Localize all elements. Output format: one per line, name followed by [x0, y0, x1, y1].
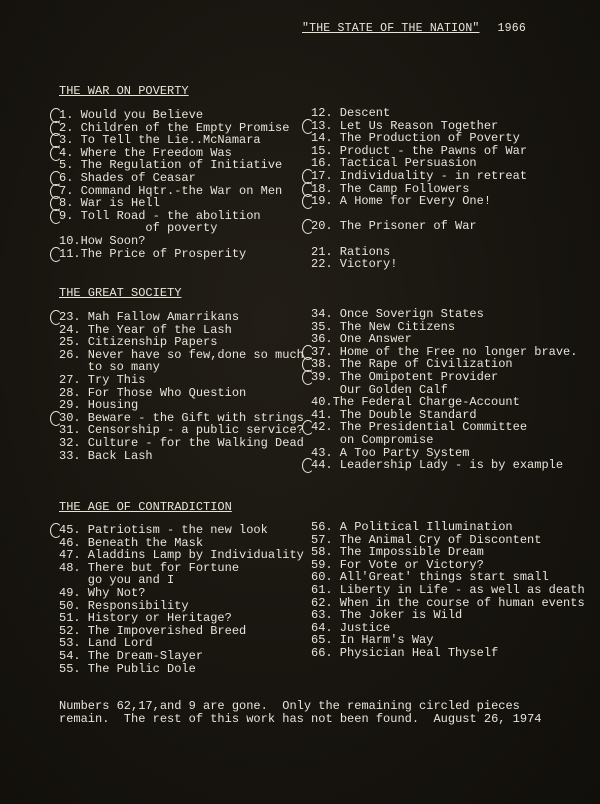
list-item-text: 42. The Presidential Committee — [311, 420, 528, 435]
section-title-great-society: THE GREAT SOCIETY — [59, 286, 182, 300]
list-item-text: 5. The Regulation of Initiative — [59, 158, 283, 173]
list-item-text: 37. Home of the Free no longer brave. — [311, 344, 578, 359]
list-item-continuation: go you and I — [59, 573, 175, 588]
list-item — [59, 450, 304, 463]
list-item-text: 44. Leadership Lady - is by example — [311, 458, 564, 473]
list-item-text: 9. Toll Road - the abolition — [59, 208, 261, 223]
list-item-text: 60. All'Great' things start small — [311, 570, 549, 585]
list-item-continuation: on Compromise — [311, 432, 434, 447]
list-item-continuation: to so many — [59, 360, 160, 375]
list-item-text: 47. Aladdins Lamp by Individuality — [59, 548, 304, 563]
list-item-text: 25. Citizenship Papers — [59, 335, 218, 350]
list-item-text: 11.The Price of Prosperity — [59, 246, 247, 261]
footer-line-1: Numbers 62,17,and 9 are gone. Only the remaining circled pieces — [59, 699, 520, 713]
document-header — [302, 22, 526, 35]
list-item-text: 12. Descent — [311, 106, 391, 120]
list-item-continuation: of poverty — [59, 221, 218, 236]
list-item-text: 50. Responsibility — [59, 598, 189, 613]
section-title-war-on-poverty: THE WAR ON POVERTY — [59, 84, 189, 98]
section-age-of-contradiction-right-list — [311, 521, 585, 660]
list-item-text: 41. The Double Standard — [311, 407, 477, 422]
list-item-text: 20. The Prisoner of War — [311, 219, 477, 234]
list-item-text: 23. Mah Fallow Amarrikans — [59, 310, 240, 324]
list-item-text: 54. The Dream-Slayer — [59, 648, 204, 663]
list-item-text: 31. Censorship - a public service? — [59, 423, 304, 438]
list-item-text: 59. For Vote or Victory? — [311, 557, 484, 572]
list-item-text: 39. The Omipotent Provider — [311, 369, 499, 384]
section-age-of-contradiction-left-list — [59, 524, 304, 675]
list-item — [311, 258, 527, 271]
footer-note — [59, 700, 541, 726]
list-item-text: 10.How Soon? — [59, 233, 146, 248]
document-title: "THE STATE OF THE NATION" — [302, 22, 480, 35]
list-item-text: 27. Try This — [59, 372, 146, 387]
list-item-text: 36. One Answer — [311, 332, 412, 347]
list-item — [59, 663, 304, 676]
section-great-society-right-list — [311, 308, 577, 472]
list-item-text: 57. The Animal Cry of Discontent — [311, 532, 542, 547]
section-great-society-left-list — [59, 311, 304, 462]
list-item-text: 45. Patriotism - the new look — [59, 523, 268, 537]
list-item-text: 3. To Tell the Lie..McNamara — [59, 133, 261, 148]
list-item-text: 29. Housing — [59, 398, 139, 413]
list-item-text: 55. The Public Dole — [59, 661, 196, 676]
list-item-text: 51. History or Heritage? — [59, 611, 232, 626]
list-item-text: 15. Product - the Pawns of War — [311, 143, 528, 158]
list-item-text: 1. Would you Believe — [59, 108, 204, 122]
list-item-text: 49. Why Not? — [59, 585, 146, 600]
list-item-text: 43. A Too Party System — [311, 445, 470, 460]
list-item-text: 66. Physician Heal Thyself — [311, 645, 499, 660]
list-item-text: 63. The Joker is Wild — [311, 608, 463, 623]
list-item-text: 34. Once Soverign States — [311, 307, 484, 321]
list-item-text: 24. The Year of the Lash — [59, 322, 232, 337]
list-item-text: 33. Back Lash — [59, 448, 153, 463]
list-item — [311, 220, 527, 233]
list-item — [311, 421, 577, 446]
section-title-age-of-contradiction: THE AGE OF CONTRADICTION — [59, 500, 232, 514]
list-item-text: 13. Let Us Reason Together — [311, 118, 499, 133]
section-war-on-poverty-right-list — [311, 107, 527, 271]
list-item-text: 35. The New Citizens — [311, 319, 456, 334]
footer-line-2: remain. The rest of this work has not been found. August 26, 1974 — [59, 712, 542, 726]
list-item-continuation: Our Golden Calf — [311, 382, 448, 397]
list-item — [59, 562, 304, 587]
list-item-text: 56. A Political Illumination — [311, 520, 513, 534]
list-item — [311, 459, 577, 472]
list-item-text: 61. Liberty in Life - as well as death — [311, 582, 585, 597]
list-item-text: 58. The Impossible Dream — [311, 545, 484, 560]
document-year: 1966 — [497, 22, 526, 35]
list-item-text: 26. Never have so few,done so much — [59, 347, 304, 362]
list-item-text: 28. For Those Who Question — [59, 385, 247, 400]
list-item-text: 22. Victory! — [311, 257, 398, 272]
list-item-text: 7. Command Hqtr.-the War on Men — [59, 183, 283, 198]
list-item-text: 16. Tactical Persuasion — [311, 156, 477, 171]
list-item-text: 19. A Home for Every One! — [311, 194, 492, 209]
list-item-text: 64. Justice — [311, 620, 391, 635]
list-item — [311, 647, 585, 660]
list-item-text: 65. In Harm's Way — [311, 633, 434, 648]
list-item — [311, 195, 527, 208]
list-item-text: 2. Children of the Empty Promise — [59, 120, 290, 135]
list-item-text: 21. Rations — [311, 244, 391, 259]
list-item-text: 32. Culture - for the Walking Dead — [59, 435, 304, 450]
list-item — [59, 248, 289, 261]
list-item-text: 8. War is Hell — [59, 196, 160, 211]
list-item-text: 6. Shades of Ceasar — [59, 170, 196, 185]
list-item — [311, 371, 577, 396]
list-item-text: 52. The Impoverished Breed — [59, 623, 247, 638]
list-item-text: 48. There but for Fortune — [59, 560, 240, 575]
section-war-on-poverty-left-list — [59, 109, 289, 260]
list-item-text: 53. Land Lord — [59, 636, 153, 651]
list-item-text: 38. The Rape of Civilization — [311, 357, 513, 372]
list-item — [59, 210, 289, 235]
list-item-text: 14. The Production of Poverty — [311, 131, 520, 146]
list-item-text: 4. Where the Freedom Was — [59, 145, 232, 160]
list-item-text: 46. Beneath the Mask — [59, 535, 204, 550]
list-item — [59, 349, 304, 374]
list-item-text: 40.The Federal Charge-Account — [311, 395, 520, 410]
list-item-text: 62. When in the course of human events — [311, 595, 585, 610]
list-item-text: 17. Individuality - in retreat — [311, 168, 528, 183]
list-item-text: 30. Beware - the Gift with strings — [59, 410, 304, 425]
list-item-text: 18. The Camp Followers — [311, 181, 470, 196]
